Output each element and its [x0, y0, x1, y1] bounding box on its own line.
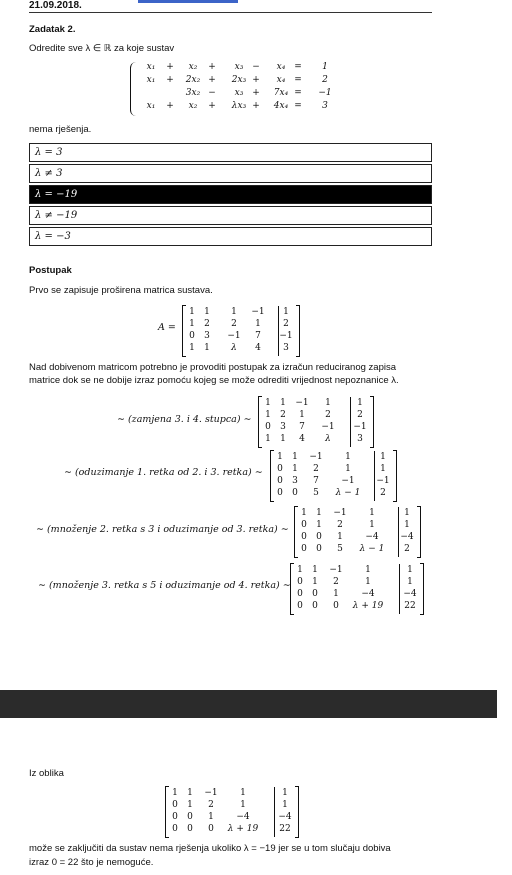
matrix-right-bracket — [370, 396, 374, 448]
matrix-cell: −4 — [361, 589, 375, 599]
matrix-cell: 1 — [292, 464, 298, 474]
matrix-cell: 0 — [316, 544, 322, 554]
matrix-cell: 1 — [204, 307, 210, 317]
matrix-cell: 2 — [380, 488, 386, 498]
matrix-cell: 1 — [265, 434, 271, 444]
matrix-cell: 2 — [337, 520, 343, 530]
step-2-label: ∼ (oduzimanje 1. retka od 2. i 3. retka) ∼ — [64, 467, 263, 478]
matrix-cell: 1 — [292, 452, 298, 462]
system-term: x₄ — [276, 62, 286, 72]
matrix-cell: 2 — [404, 544, 410, 554]
matrix-cell: −4 — [365, 532, 379, 542]
conclusion-line-2: izraz 0 = 22 što je nemoguće. — [29, 857, 154, 868]
matrix-cell: 2 — [313, 464, 319, 474]
matrix-cell: 0 — [301, 544, 307, 554]
matrix-cell: 1 — [365, 565, 371, 575]
matrix-cell: 0 — [187, 812, 193, 822]
system-term: + — [166, 101, 174, 111]
matrix-cell: 1 — [204, 343, 210, 353]
matrix-cell: 1 — [407, 565, 413, 575]
matrix-cell: −1 — [376, 476, 390, 486]
answer-option-label: λ ≠ 3 — [35, 168, 63, 179]
matrix-cell: 3 — [283, 343, 289, 353]
matrix-cell: 1 — [189, 343, 195, 353]
matrix-cell: 1 — [231, 307, 237, 317]
system-term: + — [208, 62, 216, 72]
matrix-cell: 0 — [172, 800, 178, 810]
system-term: + — [252, 75, 260, 85]
matrix-cell: 0 — [292, 488, 298, 498]
matrix-cell: 1 — [282, 800, 288, 810]
system-term: x₃ — [234, 88, 244, 98]
matrix-cell: 1 — [316, 520, 322, 530]
conclusion-line-1: može se zaključiti da sustav nema rješenja ukoliko λ = −19 jer se u tom slučaju dobiva — [29, 843, 391, 854]
matrix-cell: 1 — [255, 319, 261, 329]
system-term: x₁ — [146, 75, 156, 85]
matrix-cell: 1 — [404, 520, 410, 530]
answer-option-label: λ ≠ −19 — [35, 210, 78, 221]
matrix-cell: 2 — [333, 577, 339, 587]
matrix-cell: 1 — [365, 577, 371, 587]
matrix-cell: 1 — [404, 508, 410, 518]
augmented-divider — [274, 787, 275, 837]
matrix-cell: 1 — [189, 319, 195, 329]
matrix-cell: λ + 19 — [227, 824, 259, 834]
matrix-cell: 0 — [312, 601, 318, 611]
system-term: x₄ — [276, 75, 286, 85]
answer-option-label: λ = −19 — [35, 189, 78, 200]
solution-heading: Postupak — [29, 265, 72, 276]
matrix-cell: 0 — [277, 464, 283, 474]
system-term: 3 — [322, 101, 328, 111]
matrix-cell: 1 — [172, 788, 178, 798]
matrix-cell: 1 — [369, 508, 375, 518]
step-1-label: ∼ (zamjena 3. i 4. stupca) ∼ — [117, 414, 252, 425]
system-term: x₂ — [188, 62, 198, 72]
answer-option-label: λ = 3 — [35, 147, 63, 158]
matrix-cell: 1 — [299, 410, 305, 420]
matrix-cell: 1 — [277, 452, 283, 462]
matrix-cell: 2 — [231, 319, 237, 329]
matrix-cell: −4 — [236, 812, 250, 822]
matrix-cell: 1 — [265, 410, 271, 420]
system-term: 3x₂ — [185, 88, 201, 98]
matrix-cell: 0 — [208, 824, 214, 834]
matrix-cell: −1 — [353, 422, 367, 432]
matrix-cell: 0 — [312, 589, 318, 599]
matrix-cell: 1 — [283, 307, 289, 317]
matrix-cell: 2 — [204, 319, 210, 329]
system-term: 2x₂ — [185, 75, 201, 85]
matrix-cell: −1 — [329, 565, 343, 575]
matrix-cell: −1 — [309, 452, 323, 462]
matrix-cell: 1 — [357, 398, 363, 408]
matrix-cell: 1 — [297, 565, 303, 575]
matrix-cell: −4 — [278, 812, 292, 822]
answer-option[interactable] — [29, 185, 432, 204]
matrix-right-bracket — [393, 450, 397, 502]
system-term: 2 — [322, 75, 328, 85]
matrix-cell: 1 — [337, 532, 343, 542]
scrollbar-track[interactable] — [497, 0, 512, 875]
matrix-cell: 1 — [345, 452, 351, 462]
matrix-cell: 0 — [172, 824, 178, 834]
matrix-m2 — [270, 450, 397, 502]
matrix-cell: 2 — [325, 410, 331, 420]
augmented-divider — [399, 564, 400, 614]
header-divider — [29, 12, 432, 13]
matrix-cell: 0 — [297, 577, 303, 587]
matrix-cell: 1 — [265, 398, 271, 408]
matrix-cell: 3 — [292, 476, 298, 486]
equation-system — [130, 62, 340, 118]
page-gap — [0, 690, 512, 718]
matrix-right-bracket — [417, 506, 421, 558]
matrix-cell: 0 — [333, 601, 339, 611]
step-4-label: ∼ (množenje 3. retka s 5 i oduzimanje od 4. retka) ∼ — [38, 580, 291, 591]
matrix-m3 — [294, 506, 421, 558]
matrix-cell: 0 — [172, 812, 178, 822]
matrix-cell: 1 — [316, 508, 322, 518]
matrix-cell: 0 — [297, 601, 303, 611]
system-term: − — [208, 88, 216, 98]
augmented-divider — [350, 397, 351, 447]
matrix-cell: 1 — [380, 464, 386, 474]
matrix-cell: 1 — [380, 452, 386, 462]
system-term: + — [208, 101, 216, 111]
task-after-system: nema rješenja. — [29, 124, 92, 135]
matrix-cell: 0 — [189, 331, 195, 341]
solution-intro: Prvo se zapisuje proširena matrica sustava. — [29, 285, 213, 296]
answer-option-label: λ = −3 — [35, 231, 71, 242]
system-term: x₁ — [146, 62, 156, 72]
matrix-cell: 1 — [333, 589, 339, 599]
system-term: x₂ — [188, 101, 198, 111]
matrix-cell: 0 — [277, 488, 283, 498]
matrix-cell: λ — [231, 343, 237, 353]
matrix-cell: 0 — [265, 422, 271, 432]
system-term: = — [294, 88, 302, 98]
matrix-cell: 0 — [301, 520, 307, 530]
task-prompt: Odredite sve λ ∈ ℝ za koje sustav — [29, 43, 175, 54]
matrix-cell: −1 — [204, 788, 218, 798]
matrix-cell: 1 — [187, 788, 193, 798]
matrix-right-bracket — [420, 563, 424, 615]
matrix-right-bracket — [295, 786, 299, 838]
conclusion-intro: Iz oblika — [29, 768, 64, 779]
matrix-cell: 1 — [189, 307, 195, 317]
solution-para-1: Nad dobivenom matricom potrebno je provoditi postupak za izračun reduciranog zapisa — [29, 362, 397, 373]
matrix-cell: 1 — [312, 565, 318, 575]
matrix-cell: 1 — [345, 464, 351, 474]
matrix-A — [182, 305, 300, 357]
matrix-cell: 1 — [325, 398, 331, 408]
matrix-m5 — [165, 786, 299, 838]
system-term: − — [252, 62, 260, 72]
matrix-cell: 22 — [404, 601, 416, 611]
matrix-a-label: A = — [158, 322, 176, 333]
matrix-cell: 22 — [279, 824, 291, 834]
matrix-cell: −1 — [333, 508, 347, 518]
solution-para-2: matrice dok se ne dobije izraz pomoću kojeg se može odrediti vrijednost nepoznanice λ. — [29, 375, 399, 386]
matrix-cell: 1 — [282, 788, 288, 798]
answer-option[interactable] — [29, 227, 432, 246]
window-tab-strip[interactable] — [138, 0, 238, 3]
matrix-cell: 1 — [208, 812, 214, 822]
matrix-cell: 4 — [255, 343, 261, 353]
matrix-cell: 1 — [301, 508, 307, 518]
matrix-cell: 2 — [280, 410, 286, 420]
matrix-cell: 1 — [280, 434, 286, 444]
matrix-cell: 2 — [283, 319, 289, 329]
matrix-cell: 3 — [357, 434, 363, 444]
matrix-cell: 2 — [208, 800, 214, 810]
system-term: + — [166, 75, 174, 85]
system-term: = — [294, 101, 302, 111]
matrix-cell: −1 — [279, 331, 293, 341]
matrix-cell: 1 — [312, 577, 318, 587]
matrix-cell: 4 — [299, 434, 305, 444]
matrix-cell: 7 — [299, 422, 305, 432]
system-term: x₃ — [234, 62, 244, 72]
system-term: = — [294, 75, 302, 85]
matrix-cell: −1 — [321, 422, 335, 432]
system-term: + — [252, 101, 260, 111]
matrix-cell: −1 — [295, 398, 309, 408]
exam-date: 21.09.2018. — [29, 0, 82, 11]
matrix-cell: 1 — [369, 520, 375, 530]
system-term: x₁ — [146, 101, 156, 111]
system-term: 7x₄ — [273, 88, 289, 98]
system-term: = — [294, 62, 302, 72]
matrix-cell: 0 — [301, 532, 307, 542]
system-term: + — [166, 62, 174, 72]
matrix-cell: −1 — [227, 331, 241, 341]
system-term: 4x₄ — [273, 101, 289, 111]
matrix-cell: 0 — [297, 589, 303, 599]
matrix-cell: 5 — [337, 544, 343, 554]
matrix-cell: 0 — [187, 824, 193, 834]
matrix-cell: 0 — [277, 476, 283, 486]
matrix-cell: 5 — [313, 488, 319, 498]
matrix-cell: 2 — [357, 410, 363, 420]
matrix-cell: 3 — [280, 422, 286, 432]
matrix-cell: 7 — [255, 331, 261, 341]
task-title: Zadatak 2. — [29, 24, 76, 35]
answer-option[interactable] — [29, 164, 432, 183]
matrix-cell: −4 — [403, 589, 417, 599]
matrix-cell: λ − 1 — [335, 488, 361, 498]
step-3-label: ∼ (množenje 2. retka s 3 i oduzimanje od 3. retka) ∼ — [36, 524, 289, 535]
matrix-cell: 1 — [187, 800, 193, 810]
matrix-cell: λ − 1 — [359, 544, 385, 554]
answer-option[interactable] — [29, 143, 432, 162]
matrix-cell: λ + 19 — [352, 601, 384, 611]
matrix-cell: −4 — [400, 532, 414, 542]
matrix-m4 — [290, 563, 424, 615]
matrix-cell: 0 — [316, 532, 322, 542]
matrix-cell: −1 — [341, 476, 355, 486]
matrix-m1 — [258, 396, 374, 448]
document-page-2 — [0, 718, 497, 875]
matrix-cell: 1 — [240, 788, 246, 798]
matrix-right-bracket — [296, 305, 300, 357]
system-term: λx₃ — [231, 101, 247, 111]
system-brace — [130, 62, 136, 116]
system-term: + — [208, 75, 216, 85]
matrix-cell: 1 — [407, 577, 413, 587]
matrix-cell: 1 — [280, 398, 286, 408]
system-term: −1 — [318, 88, 332, 98]
system-term: 2x₃ — [231, 75, 247, 85]
matrix-cell: 3 — [204, 331, 210, 341]
matrix-cell: 1 — [240, 800, 246, 810]
system-term: 1 — [322, 62, 328, 72]
matrix-cell: λ — [325, 434, 331, 444]
system-term: + — [252, 88, 260, 98]
answer-option[interactable] — [29, 206, 432, 225]
matrix-cell: −1 — [251, 307, 265, 317]
matrix-cell: 7 — [313, 476, 319, 486]
